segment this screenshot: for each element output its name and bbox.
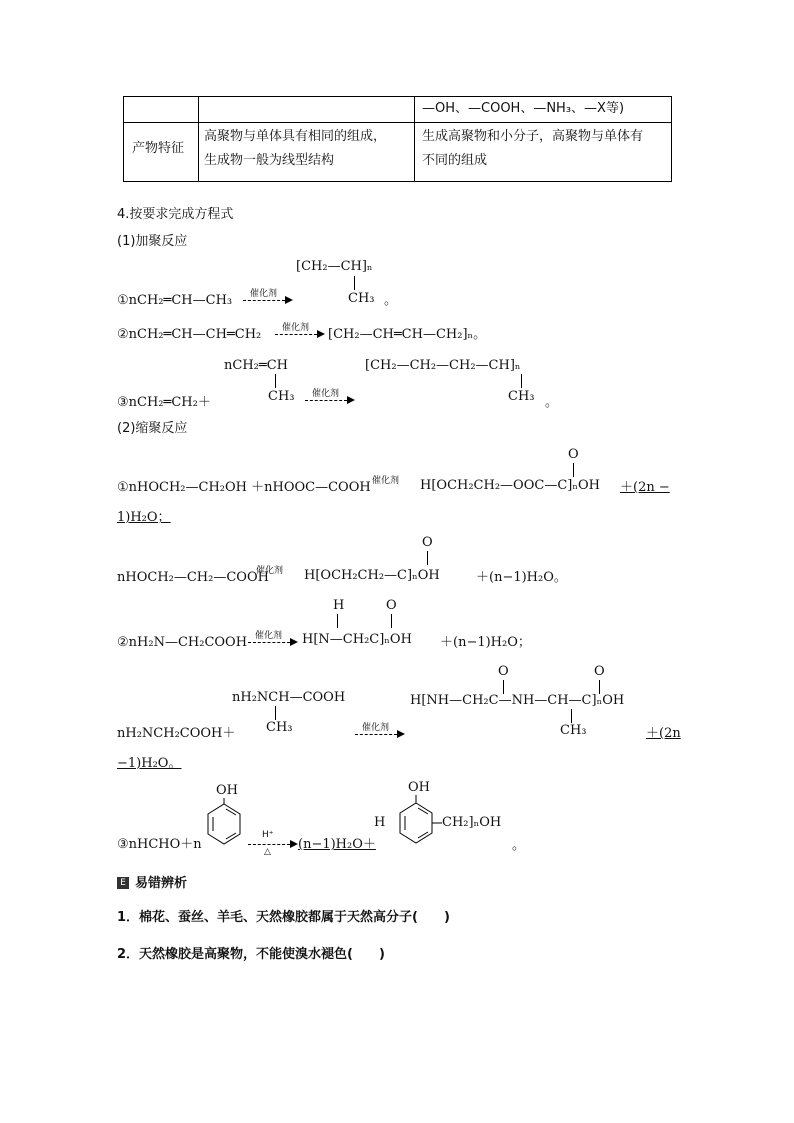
section-title: 4.按要求完成方程式 <box>117 207 234 222</box>
product-formula: H[N—CH₂C]ₙOH <box>302 632 412 647</box>
bond-line <box>503 680 504 694</box>
hydroxyl-label: OH <box>216 783 238 798</box>
product-formula: [CH₂—CH═CH—CH₂]ₙ。 <box>328 327 487 342</box>
table-row-divider <box>124 122 671 123</box>
equation-reactant: ①nCH₂═CH—CH₃ <box>117 293 233 308</box>
reaction-arrow <box>305 394 355 406</box>
catalyst-label: 催化剂 <box>250 289 278 299</box>
bond-line <box>354 276 355 290</box>
carbonyl-o: O <box>568 447 579 462</box>
table-cell: 生成物一般为线型结构 <box>204 153 335 168</box>
bond-line <box>391 614 392 628</box>
reaction-arrow <box>248 838 298 850</box>
subsection-title: (1)加聚反应 <box>117 234 188 249</box>
question-item: 1．棉花、蚕丝、羊毛、天然橡胶都属于天然高分子( ) <box>117 910 450 925</box>
subsection-title: (2)缩聚反应 <box>117 421 188 436</box>
product-formula: H[OCH₂CH₂—OOC—C]ₙOH <box>420 478 600 493</box>
bond-line <box>275 374 276 388</box>
table-row-label: 产物特征 <box>132 141 185 156</box>
carbonyl-o: O <box>422 535 433 550</box>
section-marker-icon: E <box>117 877 129 889</box>
table-cell: —OH、—COOH、—NH₃、—X等) <box>422 101 625 116</box>
equation-reactant: ②nCH₂═CH—CH═CH₂ <box>117 327 262 342</box>
table-cell: 高聚物与单体具有相同的组成， <box>204 129 387 144</box>
carbonyl-o: O <box>498 664 509 679</box>
product-substituent: CH₃ <box>348 291 375 306</box>
product-substituent: CH₃ <box>560 723 587 738</box>
catalyst-label: 催化剂 <box>256 566 284 576</box>
section-heading: 易错辨析 <box>135 876 188 891</box>
table-cell: 生成高聚物和小分子，高聚物与单体有 <box>422 129 644 144</box>
catalyst-label: 催化剂 <box>255 631 283 641</box>
product-formula: [CH₂—CH]ₙ <box>296 259 373 274</box>
equation-reactant: ②nH₂N—CH₂COOH <box>117 635 248 650</box>
carbonyl-o: O <box>386 598 397 613</box>
byproduct: ＋(2n − <box>620 480 670 495</box>
equation-reactant: ③nHCHO＋n <box>117 837 202 852</box>
heat-icon: △ <box>264 847 271 857</box>
bond-line <box>275 706 276 720</box>
bond-line <box>571 709 572 723</box>
bond-line <box>599 680 600 694</box>
table-cell: 不同的组成 <box>422 153 488 168</box>
reaction-arrow <box>248 636 298 648</box>
byproduct: 1)H₂O； <box>117 510 171 525</box>
comonomer-formula: nCH₂═CH <box>224 358 288 373</box>
carbonyl-o: O <box>594 664 605 679</box>
hydroxyl-label: OH <box>408 780 430 795</box>
amide-h: H <box>333 598 345 613</box>
byproduct: (n−1)H₂O＋ <box>298 837 376 852</box>
table-col-divider <box>414 97 415 181</box>
equation-end: 。 <box>545 395 559 410</box>
product-formula: H[OCH₂CH₂—C]ₙOH <box>304 568 440 583</box>
bond-line <box>427 551 428 565</box>
product-formula: [CH₂—CH₂—CH₂—CH]ₙ <box>365 358 521 373</box>
bond-line <box>573 463 574 477</box>
comonomer-formula: nH₂NCH—COOH <box>232 690 346 705</box>
condition-label: H⁺ <box>262 830 274 840</box>
byproduct: ＋(n−1)H₂O。 <box>476 570 567 585</box>
bond-line <box>521 374 522 388</box>
comonomer-substituent: CH₃ <box>266 720 293 735</box>
equation-reactant: ①nHOCH₂—CH₂OH ＋nHOOC—COOH <box>117 480 371 495</box>
reaction-arrow <box>355 728 405 740</box>
equation-reactant: nHOCH₂—CH₂—COOH <box>117 570 269 585</box>
product-substituent: CH₃ <box>508 389 535 404</box>
equation-end: 。 <box>512 838 526 853</box>
equation-end: 。 <box>384 293 398 308</box>
reaction-arrow <box>275 328 325 340</box>
bond-line <box>337 614 338 628</box>
benzene-ring-icon <box>204 798 244 848</box>
equation-reactant: ③nCH₂═CH₂＋ <box>117 395 211 410</box>
catalyst-label: 催化剂 <box>372 476 400 486</box>
byproduct: ＋(n−1)H₂O； <box>440 635 531 650</box>
product-formula: CH₂]ₙOH <box>442 815 502 830</box>
comparison-table <box>123 96 672 182</box>
chain-end-h: H <box>374 815 386 830</box>
byproduct: ＋(2n <box>646 726 681 741</box>
product-formula: H[NH—CH₂C—NH—CH—C]ₙOH <box>410 693 625 708</box>
table-col-divider <box>198 97 199 181</box>
reaction-arrow <box>243 294 293 306</box>
catalyst-label: 催化剂 <box>312 389 340 399</box>
comonomer-substituent: CH₃ <box>268 389 295 404</box>
byproduct: −1)H₂O。 <box>117 756 182 771</box>
catalyst-label: 催化剂 <box>282 323 310 333</box>
equation-reactant: nH₂NCH₂COOH＋ <box>117 726 236 741</box>
question-item: 2．天然橡胶是高聚物，不能使溴水褪色( ) <box>117 947 385 962</box>
catalyst-label: 催化剂 <box>362 723 390 733</box>
